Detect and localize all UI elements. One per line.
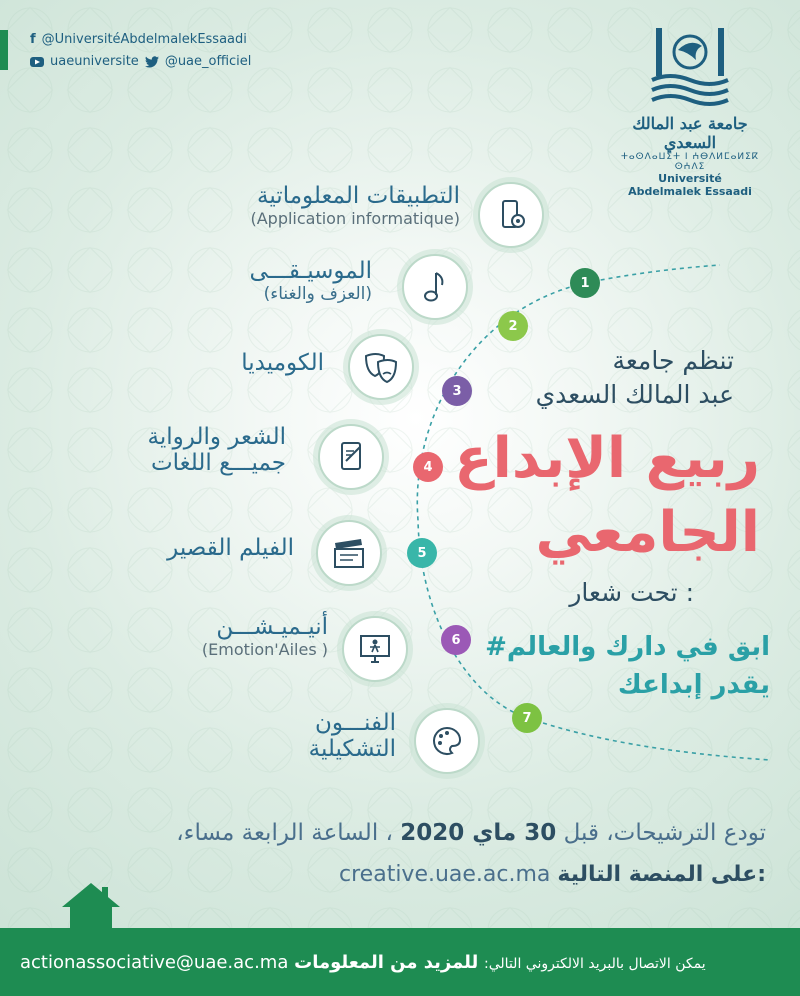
facebook-icon: f <box>30 32 36 47</box>
twitter-handle[interactable]: @uae_officiel <box>164 54 252 69</box>
category-item-3 <box>241 350 324 376</box>
slogan-text <box>485 628 770 704</box>
deadline-suffix: ، الساعة الرابعة مساء، <box>176 820 393 846</box>
logo-arabic-name: جامعة عبد المالك السعدي <box>632 114 748 152</box>
theater-masks-icon <box>348 334 414 400</box>
category-label: الكوميديا <box>241 350 324 376</box>
organizer-line-1: تنظم جامعة <box>612 346 734 375</box>
event-title-line-1: ربيع الإبداع <box>454 426 760 491</box>
music-note-icon <box>402 254 468 320</box>
palette-icon <box>414 708 480 774</box>
platform-label: على المنصة التالية: <box>557 862 766 887</box>
scroll-quill-icon <box>318 424 384 490</box>
step-number-5: 5 <box>407 538 437 568</box>
step-number-7: 7 <box>512 703 542 733</box>
category-item-6 <box>202 614 328 659</box>
footer-email[interactable]: actionassociative@uae.ac.ma <box>20 952 289 973</box>
category-sublabel: جميـــع اللغات <box>151 450 286 476</box>
category-label: الموسيـقـــى <box>249 258 372 284</box>
organizer-text <box>536 344 734 412</box>
clapperboard-icon <box>316 520 382 586</box>
category-sublabel: (Emotion'Ailes ) <box>201 640 328 659</box>
animation-screen-icon <box>342 616 408 682</box>
organizer-line-2: عبد المالك السعدي <box>535 380 734 409</box>
category-label: الفنـــون <box>315 710 396 736</box>
platform-line <box>339 862 766 887</box>
footer-contact <box>20 952 706 973</box>
logo-tifinagh-name: ⵜⴰⵙⴷⴰⵡⵉⵜ ⵏ ⵄⴱⴷⵍⵎⴰⵍⵉⴽ ⵙⵄⴷⵉ <box>620 152 760 172</box>
footer-bar <box>0 928 800 996</box>
category-sublabel: التشكيلية <box>308 736 396 762</box>
platform-url[interactable]: creative.uae.ac.ma <box>339 862 551 887</box>
deadline-date: 30 ماي 2020 <box>400 820 557 846</box>
category-label: الفيلم القصير <box>167 535 294 561</box>
footer-bold: للمزيد من المعلومات <box>294 952 479 973</box>
category-item-1 <box>250 183 460 228</box>
category-item-7 <box>309 710 396 762</box>
deadline-text <box>176 820 766 846</box>
category-sublabel: (العزف والغناء) <box>263 284 372 304</box>
event-title-line-2: الجامعي <box>535 500 760 565</box>
category-item-4 <box>148 424 286 476</box>
category-item-5 <box>167 535 294 561</box>
step-number-3: 3 <box>442 376 472 406</box>
facebook-handle-text: @UniversitéAbdelmalekEssaadi <box>41 32 247 47</box>
house-icon <box>60 881 122 929</box>
mobile-gear-icon <box>478 182 544 248</box>
logo-french-name: Université Abdelmalek Essaadi <box>628 172 752 198</box>
slogan-line-1: #ابق في دارك والعالم <box>485 632 770 662</box>
footer-text: يمكن الاتصال بالبريد الالكتروني التالي: <box>484 956 706 972</box>
step-number-2: 2 <box>498 311 528 341</box>
step-number-4: 4 <box>413 452 443 482</box>
deadline-prefix: تودع الترشيحات، قبل <box>563 820 766 846</box>
category-item-2 <box>249 258 372 304</box>
step-number-1: 1 <box>570 268 600 298</box>
event-title <box>454 422 760 570</box>
youtube-handle[interactable]: uaeuniversite <box>50 54 139 69</box>
slogan-line-2: يقدر إبداعك <box>617 670 770 700</box>
category-sublabel: (Application informatique) <box>250 209 460 228</box>
category-label: التطبيقات المعلوماتية <box>257 183 460 209</box>
category-label: أنيـميـشـــن <box>216 614 328 640</box>
slogan-label: تحت شعار : <box>569 578 694 607</box>
step-number-6: 6 <box>441 625 471 655</box>
category-label: الشعر والرواية <box>147 424 286 450</box>
